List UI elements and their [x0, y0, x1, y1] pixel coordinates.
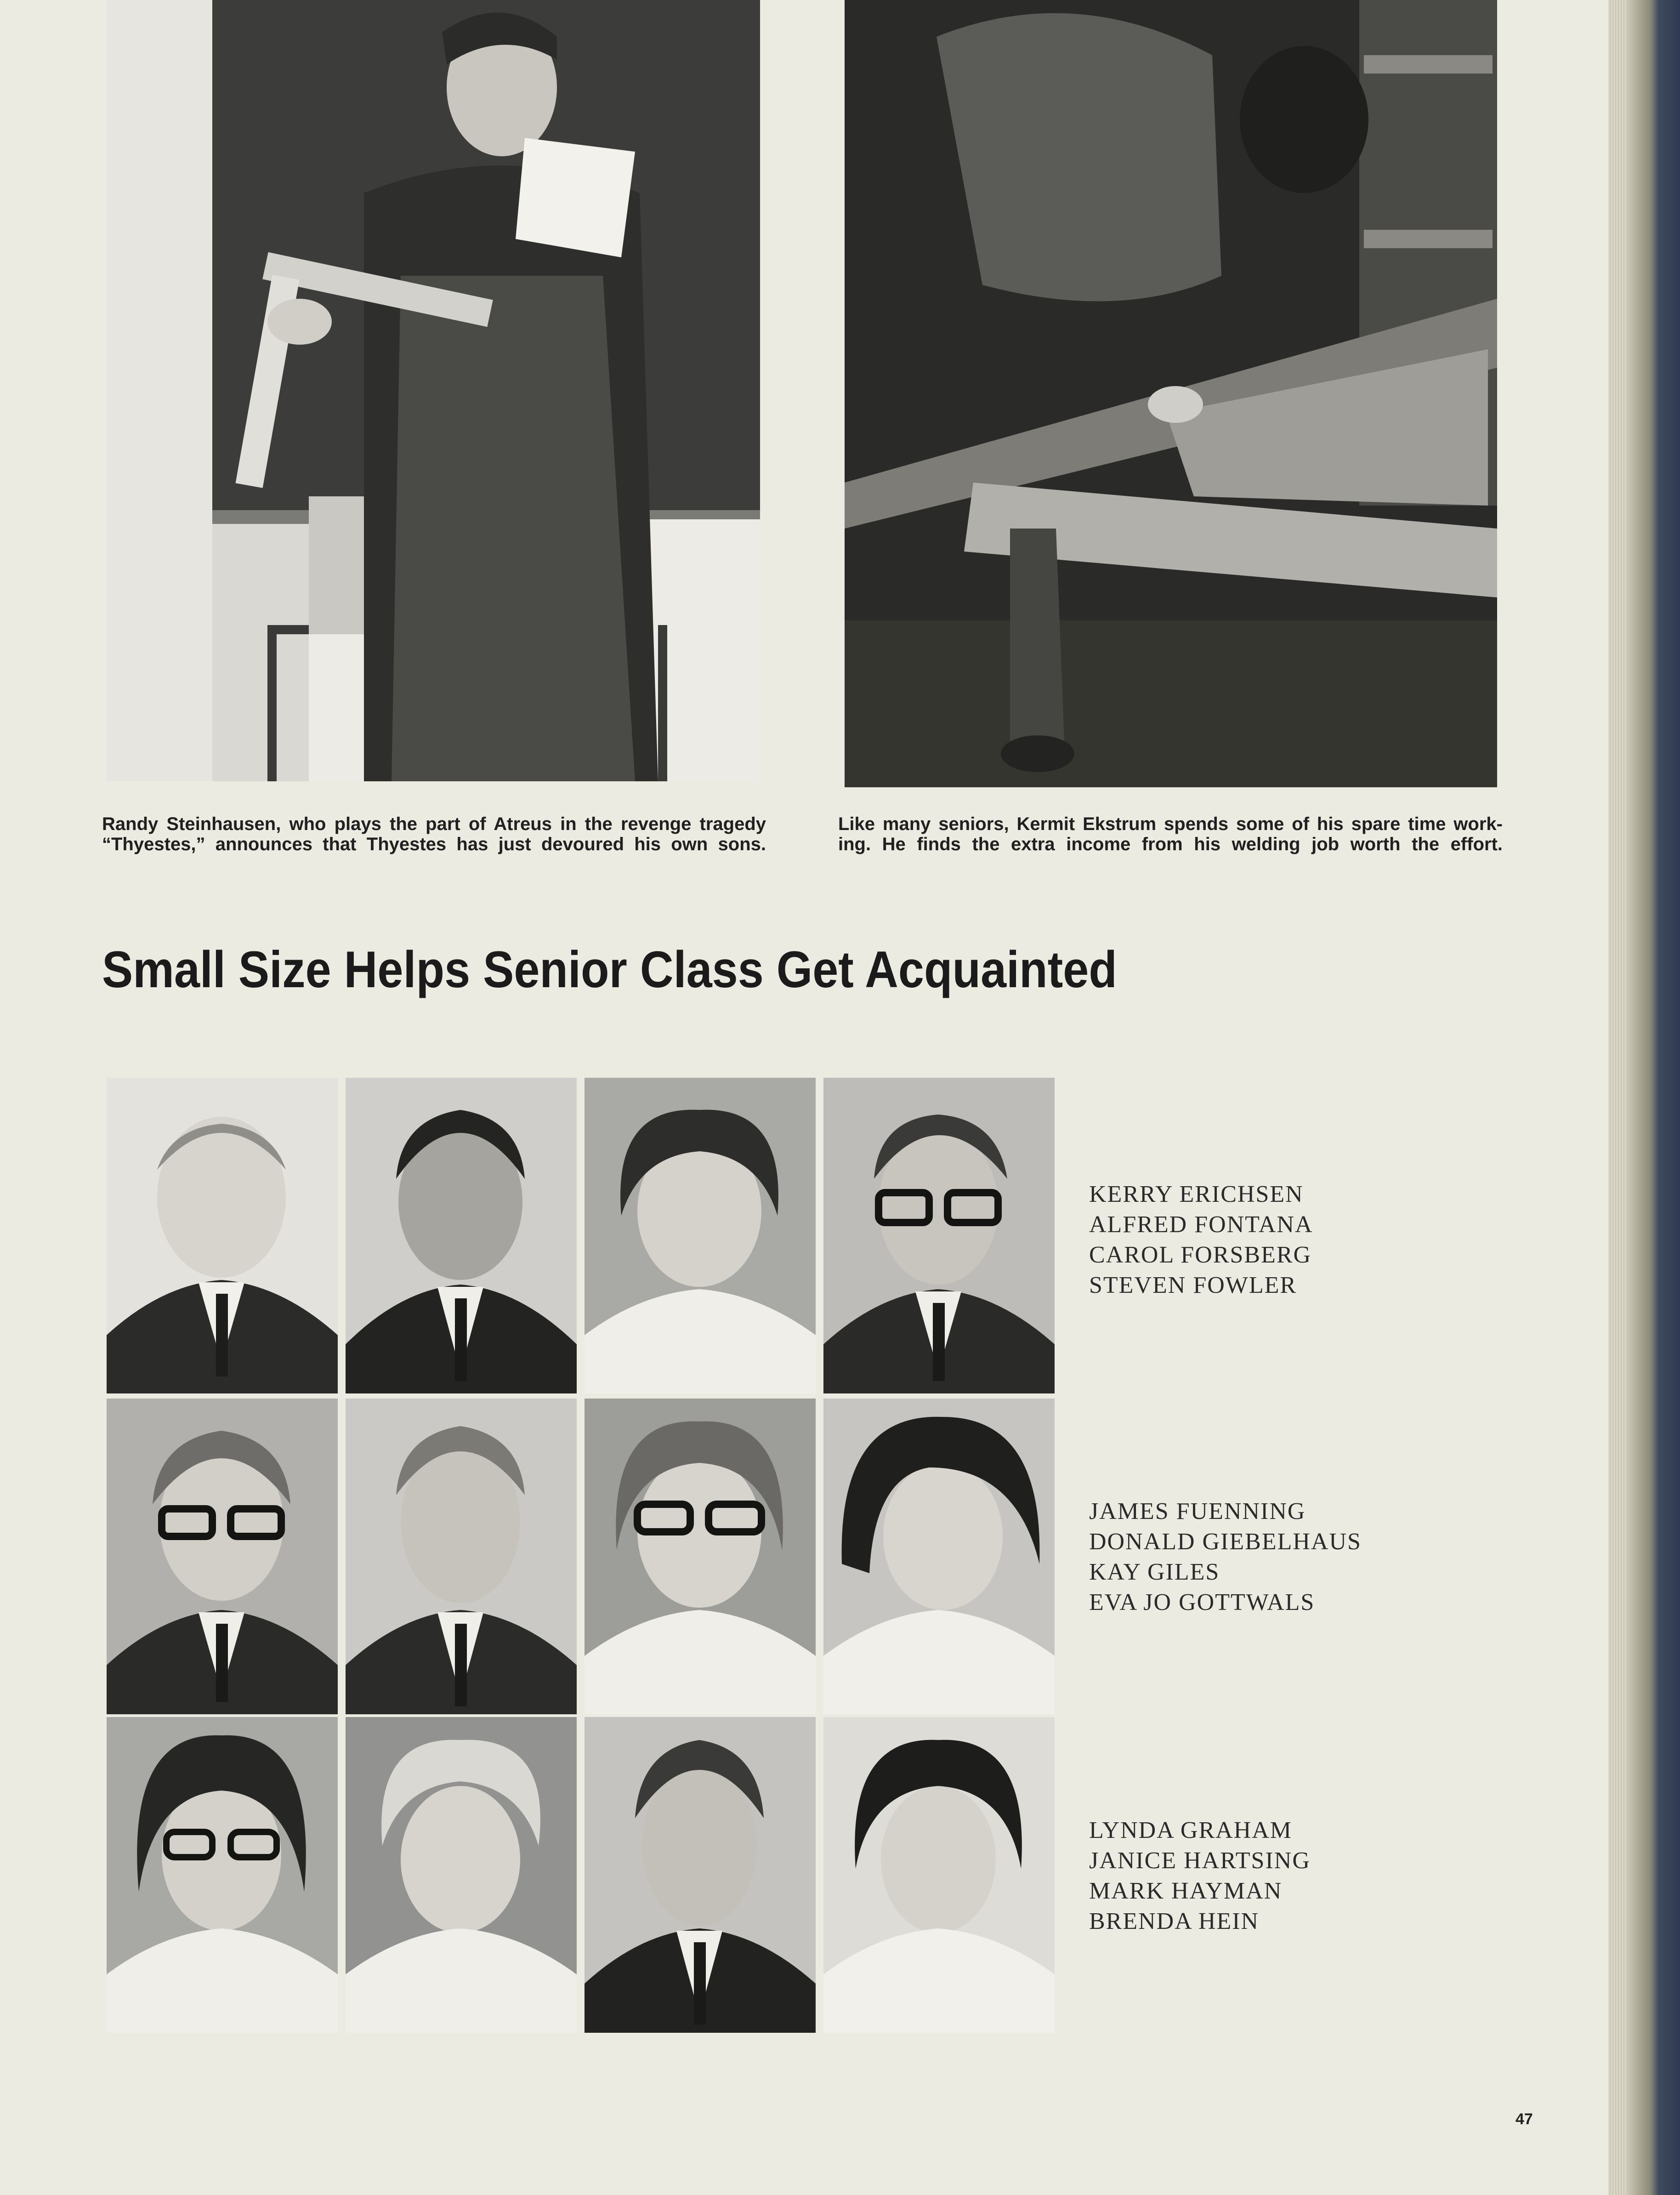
student-name: BRENDA HEIN — [1089, 1908, 1260, 1934]
student-name: EVA JO GOTTWALS — [1089, 1589, 1315, 1615]
portrait-mark-hayman — [585, 1717, 816, 2033]
portrait-carol-forsberg — [585, 1078, 816, 1393]
right-photo-caption — [838, 814, 1503, 854]
portrait-donald-giebelhaus — [346, 1399, 577, 1714]
caption-line: ing. He finds the extra income from his welding job worth the effort. — [838, 834, 1503, 854]
book-binding — [1627, 0, 1680, 2195]
welder-photo — [845, 0, 1497, 787]
portrait-lynda-graham — [107, 1717, 338, 2033]
portrait-james-fuenning — [107, 1399, 338, 1714]
student-name: DONALD GIEBELHAUS — [1089, 1529, 1362, 1555]
names-row-1 — [1089, 1179, 1313, 1301]
actor-with-sword-photo — [107, 0, 760, 781]
student-name: JANICE HARTSING — [1089, 1848, 1311, 1874]
page-edge — [1608, 0, 1627, 2195]
portrait-kerry-erichsen — [107, 1078, 338, 1393]
caption-line: Randy Steinhausen, who plays the part of Atreus in the revenge tragedy — [102, 814, 766, 834]
student-name: KAY GILES — [1089, 1559, 1220, 1585]
portrait-eva-jo-gottwals — [823, 1399, 1055, 1714]
names-row-3 — [1089, 1815, 1311, 1937]
student-name: CAROL FORSBERG — [1089, 1242, 1312, 1268]
caption-line: “Thyestes,” announces that Thyestes has just devoured his own sons. — [102, 834, 766, 854]
portrait-kay-giles — [585, 1399, 816, 1714]
names-row-2 — [1089, 1496, 1362, 1618]
portrait-brenda-hein — [823, 1717, 1055, 2033]
student-name: KERRY ERICHSEN — [1089, 1181, 1304, 1207]
student-name: JAMES FUENNING — [1089, 1498, 1306, 1524]
caption-line: Like many seniors, Kermit Ekstrum spends some of his spare time work- — [838, 814, 1503, 834]
portrait-steven-fowler — [823, 1078, 1055, 1393]
page-headline: Small Size Helps Senior Class Get Acquainted — [102, 941, 1117, 998]
page-number: 47 — [1515, 2110, 1533, 2128]
student-name: LYNDA GRAHAM — [1089, 1817, 1293, 1843]
portrait-janice-hartsing — [346, 1717, 577, 2033]
left-photo-caption — [102, 814, 766, 854]
student-name: ALFRED FONTANA — [1089, 1211, 1313, 1238]
student-name: MARK HAYMAN — [1089, 1878, 1283, 1904]
portrait-alfred-fontana — [346, 1078, 577, 1393]
student-name: STEVEN FOWLER — [1089, 1272, 1297, 1298]
